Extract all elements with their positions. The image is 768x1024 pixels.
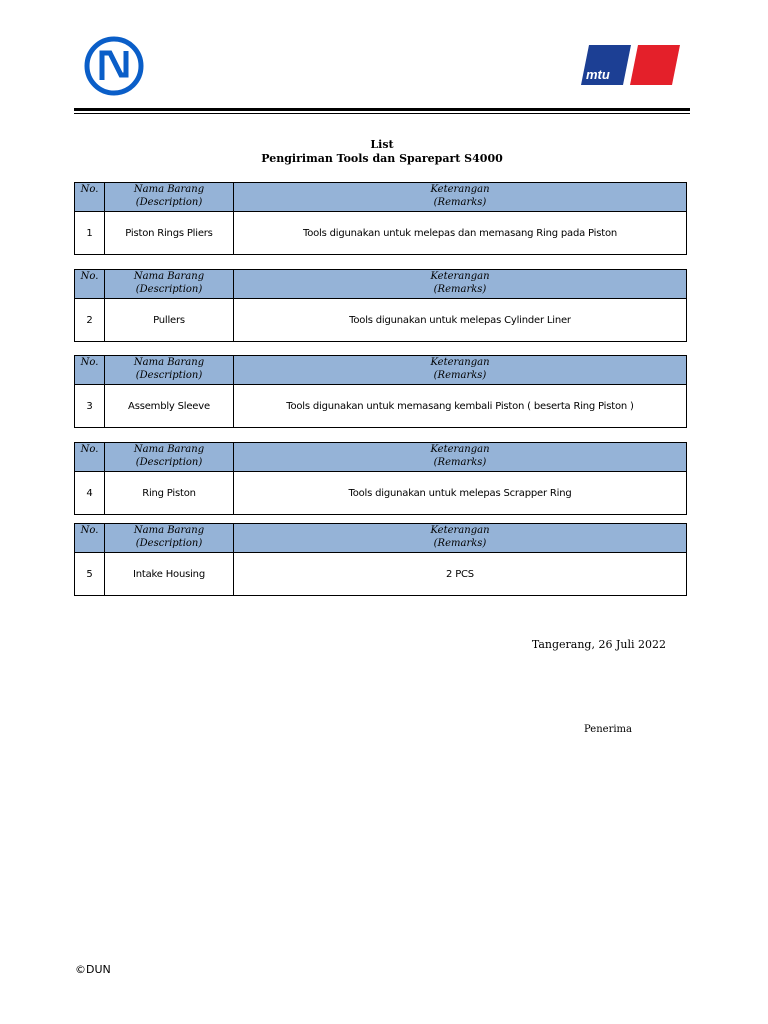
item-name: Intake Housing xyxy=(105,553,234,596)
document-title xyxy=(74,138,690,166)
item-table-4 xyxy=(74,442,687,515)
title-line-1: List xyxy=(370,138,394,151)
col-header-no: No. xyxy=(75,270,105,299)
item-name: Pullers xyxy=(105,299,234,342)
item-number: 1 xyxy=(75,212,105,255)
col-header-remarks: Keterangan (Remarks) xyxy=(234,356,687,385)
item-number: 4 xyxy=(75,472,105,515)
item-number: 3 xyxy=(75,385,105,428)
col-header-no: No. xyxy=(75,524,105,553)
col-header-description: Nama Barang (Description) xyxy=(105,524,234,553)
item-name: Ring Piston xyxy=(105,472,234,515)
receiver-label: Penerima xyxy=(584,724,632,735)
table-row xyxy=(75,472,687,515)
table-row xyxy=(75,299,687,342)
dun-logo xyxy=(83,35,145,97)
col-header-description: Nama Barang (Description) xyxy=(105,443,234,472)
col-header-description: Nama Barang (Description) xyxy=(105,183,234,212)
table-header-row xyxy=(75,183,687,212)
item-remarks: Tools digunakan untuk melepas Cylinder Liner xyxy=(234,299,687,342)
col-header-remarks: Keterangan (Remarks) xyxy=(234,443,687,472)
item-remarks: Tools digunakan untuk melepas Scrapper Ring xyxy=(234,472,687,515)
item-remarks: Tools digunakan untuk memasang kembali Piston ( beserta Ring Piston ) xyxy=(234,385,687,428)
item-table-3 xyxy=(74,355,687,428)
item-name: Piston Rings Pliers xyxy=(105,212,234,255)
col-header-no: No. xyxy=(75,183,105,212)
table-row xyxy=(75,385,687,428)
header-rule-thin xyxy=(74,113,690,114)
header-rule xyxy=(74,108,690,111)
item-number: 2 xyxy=(75,299,105,342)
place-date: Tangerang, 26 Juli 2022 xyxy=(531,638,666,651)
table-header-row xyxy=(75,270,687,299)
col-header-description: Nama Barang (Description) xyxy=(105,356,234,385)
item-table-1 xyxy=(74,182,687,255)
table-row xyxy=(75,553,687,596)
item-table-2 xyxy=(74,269,687,342)
col-header-no: No. xyxy=(75,356,105,385)
mtu-logo xyxy=(579,42,681,88)
col-header-description: Nama Barang (Description) xyxy=(105,270,234,299)
table-header-row xyxy=(75,356,687,385)
item-number: 5 xyxy=(75,553,105,596)
col-header-remarks: Keterangan (Remarks) xyxy=(234,270,687,299)
table-row xyxy=(75,212,687,255)
col-header-remarks: Keterangan (Remarks) xyxy=(234,183,687,212)
table-header-row xyxy=(75,524,687,553)
col-header-remarks: Keterangan (Remarks) xyxy=(234,524,687,553)
table-header-row xyxy=(75,443,687,472)
item-name: Assembly Sleeve xyxy=(105,385,234,428)
footer-copyright: ©DUN xyxy=(75,963,111,976)
mtu-logo-text: mtu xyxy=(586,67,610,82)
title-line-2: Pengiriman Tools dan Sparepart S4000 xyxy=(261,152,503,165)
item-remarks: Tools digunakan untuk melepas dan memasang Ring pada Piston xyxy=(234,212,687,255)
item-table-5 xyxy=(74,523,687,596)
item-remarks: 2 PCS xyxy=(234,553,687,596)
col-header-no: No. xyxy=(75,443,105,472)
